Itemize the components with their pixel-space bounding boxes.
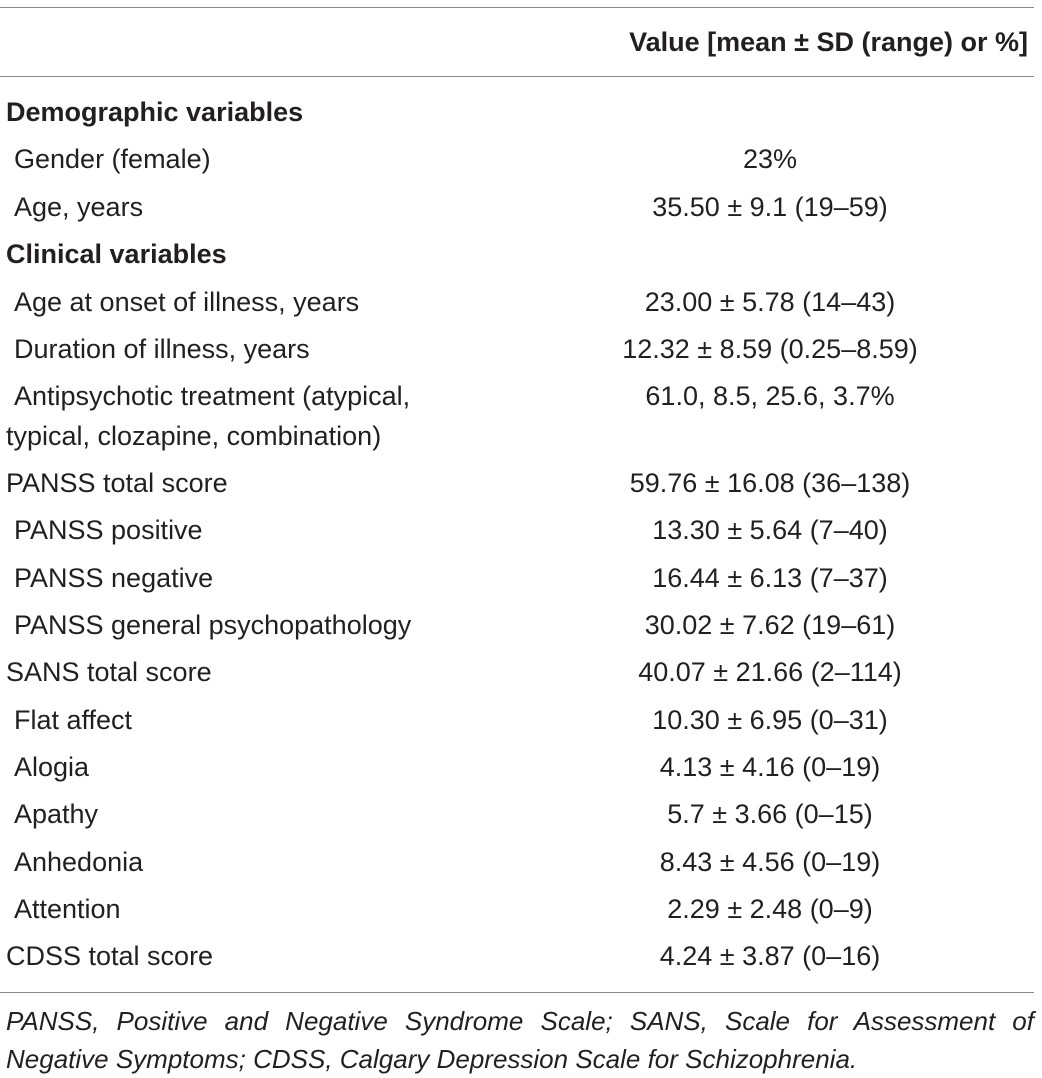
row-label: PANSS general psychopathology xyxy=(14,610,412,640)
row-label-line2: typical, clozapine, combination) xyxy=(6,421,382,451)
row-label: CDSS total score xyxy=(6,941,214,971)
row-label: Alogia xyxy=(14,752,90,782)
value-column-header: Value [mean ± SD (range) or %] xyxy=(629,27,1028,57)
row-label: PANSS total score xyxy=(6,468,228,498)
row-label: Anhedonia xyxy=(14,847,144,877)
row-label: PANSS negative xyxy=(14,563,214,593)
row-label: Attention xyxy=(14,894,121,924)
row-label: Flat affect xyxy=(14,705,133,735)
row-label xyxy=(6,376,514,456)
row-value: 23% xyxy=(742,144,798,174)
row-label: Age, years xyxy=(14,192,144,222)
row-value: 4.13 ± 4.16 (0–19) xyxy=(659,752,881,782)
row-label: Clinical variables xyxy=(6,239,227,269)
row-label: PANSS positive xyxy=(14,515,203,545)
row-value: 12.32 ± 8.59 (0.25–8.59) xyxy=(622,334,918,364)
row-label-line1: Antipsychotic treatment (atypical, xyxy=(14,381,411,411)
table-footnote: PANSS, Positive and Negative Syndrome Scale; SANS, Scale for Assessment of Negative Symptoms; CDSS, Calgary Depression Scale for Schizophrenia. xyxy=(6,1006,1034,1074)
row-label: SANS total score xyxy=(6,657,212,687)
row-label: Duration of illness, years xyxy=(14,334,310,364)
row-value: 40.07 ± 21.66 (2–114) xyxy=(638,657,902,687)
row-value: 23.00 ± 5.78 (14–43) xyxy=(644,287,896,317)
row-value: 10.30 ± 6.95 (0–31) xyxy=(652,705,888,735)
row-value: 4.24 ± 3.87 (0–16) xyxy=(659,941,881,971)
row-value: 16.44 ± 6.13 (7–37) xyxy=(652,563,888,593)
row-value: 30.02 ± 7.62 (19–61) xyxy=(644,610,896,640)
row-value: 35.50 ± 9.1 (19–59) xyxy=(652,192,888,222)
top-rule xyxy=(0,7,1034,8)
row-label: Apathy xyxy=(14,799,99,829)
row-value: 5.7 ± 3.66 (0–15) xyxy=(667,799,873,829)
row-label: Demographic variables xyxy=(6,97,304,127)
row-value: 2.29 ± 2.48 (0–9) xyxy=(667,894,873,924)
row-label: Gender (female) xyxy=(14,144,211,174)
row-value: 61.0, 8.5, 25.6, 3.7% xyxy=(645,381,895,411)
bottom-rule xyxy=(0,992,1034,993)
row-value: 13.30 ± 5.64 (7–40) xyxy=(652,515,888,545)
header-rule xyxy=(0,76,1034,77)
row-label: Age at onset of illness, years xyxy=(14,287,360,317)
row-value: 8.43 ± 4.56 (0–19) xyxy=(659,847,881,877)
row-value: 59.76 ± 16.08 (36–138) xyxy=(629,468,911,498)
